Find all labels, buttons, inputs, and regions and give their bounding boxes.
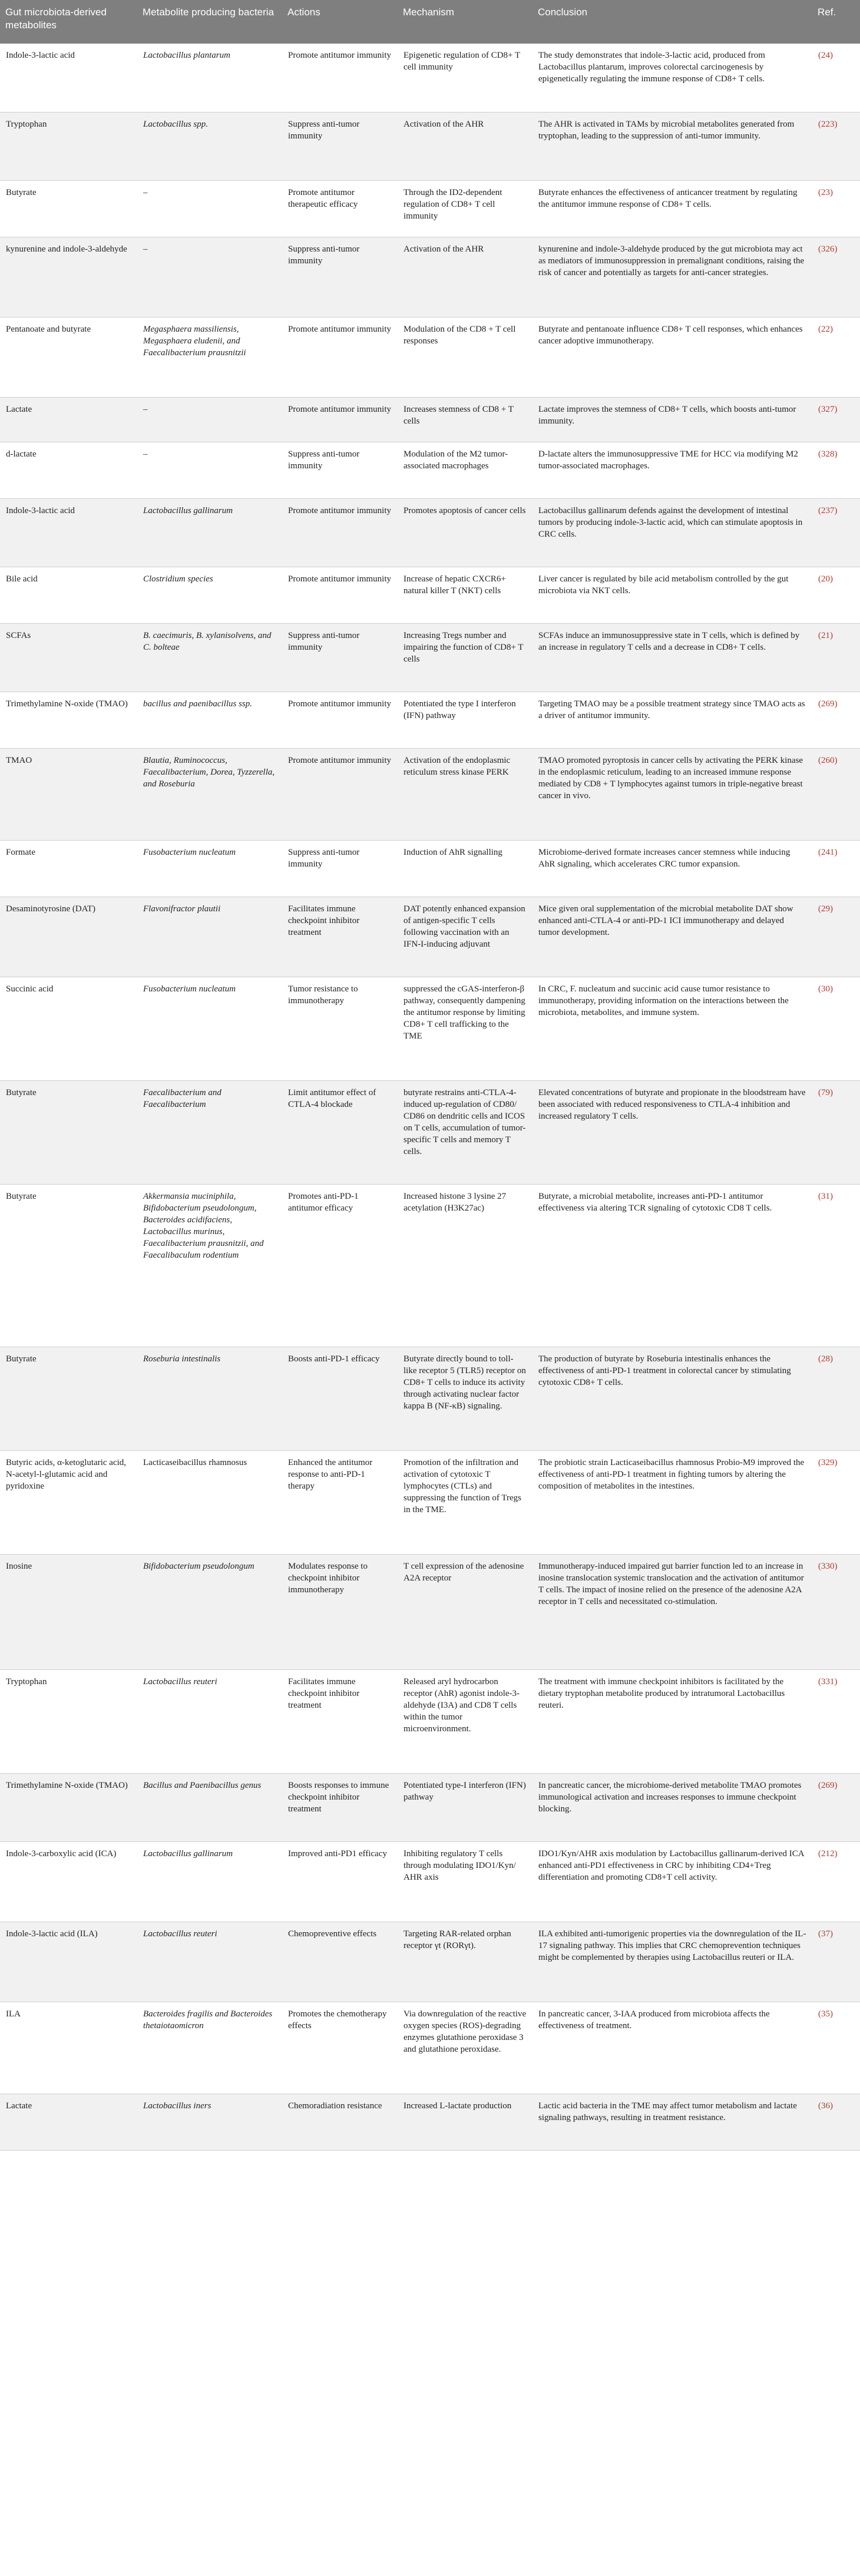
cell-mechanism: Activation of the AHR [398,237,532,317]
cell-metabolite: Indole-3-carboxylic acid (ICA) [0,1841,137,1922]
cell-action: Facilitates immune checkpoint inhibitor treatment [282,897,398,977]
cell-mechanism: DAT potently enhanced expansion of antigen-specific T cells following vaccination with an IFN-I-inducing adjuvant [398,897,532,977]
cell-mechanism: Via downregulation of the reactive oxygen species (ROS)-degrading enzymes glutathione peroxidase 3 and glutathione peroxidase. [398,2002,532,2094]
cell-action: Suppress anti-tumor immunity [282,442,398,498]
cell-mechanism: Modulation of the M2 tumor-associated macrophages [398,442,532,498]
cell-metabolite: Bile acid [0,567,137,623]
table-row [0,2002,860,2094]
cell-bacteria: Roseburia intestinalis [137,1347,282,1450]
cell-metabolite: Indole-3-lactic acid (ILA) [0,1922,137,2002]
table-row [0,442,860,498]
cell-action: Chemopreventive effects [282,1922,398,2002]
cell-metabolite: kynurenine and indole-3-aldehyde [0,237,137,317]
header-mechanism: Mechanism [398,0,532,44]
cell-mechanism: Potentiated the type I interferon (IFN) pathway [398,692,532,748]
cell-conclusion: D-lactate alters the immunosuppressive TME for HCC via modifying M2 tumor-associated macrophages. [532,442,812,498]
table-row [0,1773,860,1841]
table-row [0,1347,860,1450]
cell-mechanism: Increase of hepatic CXCR6+ natural killer T (NKT) cells [398,567,532,623]
cell-conclusion: The production of butyrate by Roseburia intestinalis enhances the effectiveness of anti-PD-1 treatment in colorectal cancer by stimulating cytotoxic CD8+ T cells. [532,1347,812,1450]
cell-metabolite: Butyrate [0,1080,137,1184]
cell-bacteria: Akkermansia muciniphila, Bifidobacterium pseudolongum, Bacteroides acidifaciens, Lactobacillus murinus, Faecalibacterium prausnitzii, and Faecalibaculum rodentium [137,1184,282,1347]
cell-conclusion: SCFAs induce an immunosuppressive state in T cells, which is defined by an increase in regulatory T cells and a decrease in CD8+ T cells. [532,623,812,692]
cell-mechanism: Increases stemness of CD8 + T cells [398,397,532,442]
cell-ref[interactable]: (29) [812,897,860,977]
table-row [0,1841,860,1922]
cell-metabolite: Inosine [0,1554,137,1669]
cell-conclusion: Lactate improves the stemness of CD8+ T cells, which boosts anti-tumor immunity. [532,397,812,442]
cell-ref[interactable]: (269) [812,1773,860,1841]
table-row [0,237,860,317]
cell-bacteria: Lactobacillus iners [137,2094,282,2150]
cell-mechanism: Inhibiting regulatory T cells through modulating IDO1/Kyn/ AHR axis [398,1841,532,1922]
cell-conclusion: Elevated concentrations of butyrate and propionate in the bloodstream have been associated with reduced responsiveness to CTLA-4 inhibition and increased regulatory T cells. [532,1080,812,1184]
cell-ref[interactable]: (22) [812,317,860,397]
cell-action: Enhanced the antitumor response to anti-PD-1 therapy [282,1450,398,1554]
cell-mechanism: Increased histone 3 lysine 27 acetylation (H3K27ac) [398,1184,532,1347]
cell-action: Boosts responses to immune checkpoint inhibitor treatment [282,1773,398,1841]
cell-action: Suppress anti-tumor immunity [282,623,398,692]
table-row [0,977,860,1080]
table-row [0,2094,860,2150]
cell-action: Promotes anti-PD-1 antitumor efficacy [282,1184,398,1347]
cell-mechanism: Promotion of the infiltration and activation of cytotoxic T lymphocytes (CTLs) and suppressing the function of Tregs in the TME. [398,1450,532,1554]
cell-metabolite: ILA [0,2002,137,2094]
table-row [0,397,860,442]
cell-metabolite: Tryptophan [0,1669,137,1773]
cell-conclusion: Butyrate enhances the effectiveness of anticancer treatment by regulating the antitumor immune response of CD8+ T cells. [532,180,812,237]
table-row [0,840,860,897]
cell-action: Improved anti-PD1 efficacy [282,1841,398,1922]
cell-mechanism: Through the ID2-dependent regulation of CD8+ T cell immunity [398,180,532,237]
cell-conclusion: IDO1/Kyn/AHR axis modulation by Lactobacillus gallinarum-derived ICA enhanced anti-PD1 effectiveness in CRC by inhibiting CD4+Treg differentiation and promoting CD8+T cell activity. [532,1841,812,1922]
cell-mechanism: Butyrate directly bound to toll-like receptor 5 (TLR5) receptor on CD8+ T cells to induce its activity through activating nuclear factor kappa B (NF-κB) signaling. [398,1347,532,1450]
cell-metabolite: Pentanoate and butyrate [0,317,137,397]
cell-metabolite: Indole-3-lactic acid [0,44,137,112]
cell-metabolite: d-lactate [0,442,137,498]
cell-conclusion: The AHR is activated in TAMs by microbial metabolites generated from tryptophan, leading to the suppression of anti-tumor immunity. [532,112,812,180]
cell-ref[interactable]: (31) [812,1184,860,1347]
cell-ref[interactable]: (260) [812,748,860,840]
table-row [0,317,860,397]
cell-bacteria: Lactobacillus gallinarum [137,498,282,567]
cell-ref[interactable]: (24) [812,44,860,112]
table-row [0,1080,860,1184]
cell-metabolite: Tryptophan [0,112,137,180]
cell-action: Suppress anti-tumor immunity [282,112,398,180]
cell-bacteria: – [137,237,282,317]
table-row [0,1922,860,2002]
cell-action: Chemoradiation resistance [282,2094,398,2150]
cell-ref[interactable]: (237) [812,498,860,567]
cell-bacteria: Flavonifractor plautii [137,897,282,977]
cell-action: Promote antitumor immunity [282,44,398,112]
cell-mechanism: T cell expression of the adenosine A2A receptor [398,1554,532,1669]
cell-mechanism: butyrate restrains anti-CTLA-4-induced up-regulation of CD80/ CD86 on dendritic cells and ICOS on T cells, accumulation of tumor-specific T cells and memory T cells. [398,1080,532,1184]
cell-bacteria: – [137,180,282,237]
cell-conclusion: The study demonstrates that indole-3-lactic acid, produced from Lactobacillus plantarum, improves colorectal carcinogenesis by epigenetically regulating the immune response of CD8+ T cells. [532,44,812,112]
cell-bacteria: Lactobacillus gallinarum [137,1841,282,1922]
cell-conclusion: Liver cancer is regulated by bile acid metabolism controlled by the gut microbiota via NKT cells. [532,567,812,623]
table-row [0,1450,860,1554]
cell-ref[interactable]: (328) [812,442,860,498]
cell-metabolite: Succinic acid [0,977,137,1080]
table-row [0,748,860,840]
header-actions: Actions [282,0,398,44]
cell-conclusion: In pancreatic cancer, 3-IAA produced from microbiota affects the effectiveness of treatment. [532,2002,812,2094]
cell-action: Suppress anti-tumor immunity [282,840,398,897]
table-row [0,112,860,180]
cell-metabolite: Trimethylamine N-oxide (TMAO) [0,692,137,748]
cell-ref[interactable]: (35) [812,2002,860,2094]
cell-conclusion: In pancreatic cancer, the microbiome-derived metabolite TMAO promotes immunological activation and increases responses to immune checkpoint blocking. [532,1773,812,1841]
cell-conclusion: Butyrate, a microbial metabolite, increases anti-PD-1 antitumor effectiveness via altering TCR signaling of cytotoxic CD8 T cells. [532,1184,812,1347]
table-row [0,1554,860,1669]
cell-bacteria: – [137,442,282,498]
cell-metabolite: Trimethylamine N-oxide (TMAO) [0,1773,137,1841]
table-row [0,498,860,567]
cell-mechanism: Promotes apoptosis of cancer cells [398,498,532,567]
cell-metabolite: TMAO [0,748,137,840]
table-header [0,0,860,44]
cell-conclusion: Lactic acid bacteria in the TME may affect tumor metabolism and lactate signaling pathways, resulting in treatment resistance. [532,2094,812,2150]
cell-conclusion: kynurenine and indole-3-aldehyde produced by the gut microbiota may act as mediators of immunosuppression in premalignant conditions, raising the risk of cancer and potentially as targets for anti-cancer strategies. [532,237,812,317]
cell-bacteria: Bacteroides fragilis and Bacteroides thetaiotaomicron [137,2002,282,2094]
cell-action: Modulates response to checkpoint inhibitor immunotherapy [282,1554,398,1669]
cell-ref[interactable]: (329) [812,1450,860,1554]
cell-action: Promote antitumor immunity [282,397,398,442]
table-row [0,44,860,112]
table-row [0,623,860,692]
table-row [0,567,860,623]
table-row [0,1669,860,1773]
cell-conclusion: In CRC, F. nucleatum and succinic acid cause tumor resistance to immunotherapy, providing information on the interactions between the microbiota, metabolites, and immune system. [532,977,812,1080]
header-conclusion: Conclusion [532,0,812,44]
cell-ref[interactable]: (212) [812,1841,860,1922]
cell-conclusion: Butyrate and pentanoate influence CD8+ T cell responses, which enhances cancer adoptive immunotherapy. [532,317,812,397]
cell-ref[interactable]: (37) [812,1922,860,2002]
header-ref: Ref. [812,0,860,44]
cell-bacteria: Bifidobacterium pseudolongum [137,1554,282,1669]
cell-action: Promote antitumor immunity [282,317,398,397]
cell-conclusion: The probiotic strain Lacticaseibacillus rhamnosus Probio-M9 improved the effectiveness of anti-PD-1 treatment in fighting tumors by altering the composition of metabolites in the intestines. [532,1450,812,1554]
cell-ref[interactable]: (23) [812,180,860,237]
cell-bacteria: Faecalibacterium and Faecalibacterium [137,1080,282,1184]
cell-mechanism: Potentiated type-I interferon (IFN) pathway [398,1773,532,1841]
cell-ref[interactable]: (79) [812,1080,860,1184]
cell-ref[interactable]: (330) [812,1554,860,1669]
cell-mechanism: Released aryl hydrocarbon receptor (AhR) agonist indole-3-aldehyde (I3A) and CD8 T cells within the tumor microenvironment. [398,1669,532,1773]
header-metabolite: Gut microbiota-derived metabolites [0,0,137,44]
cell-metabolite: Butyrate [0,180,137,237]
cell-mechanism: suppressed the cGAS-interferon-β pathway, consequently dampening the antitumor response by limiting CD8+ T cell trafficking to the TME [398,977,532,1080]
cell-ref[interactable]: (36) [812,2094,860,2150]
header-bacteria: Metabolite producing bacteria [137,0,282,44]
cell-bacteria: Fusobacterium nucleatum [137,977,282,1080]
cell-ref[interactable]: (269) [812,692,860,748]
cell-conclusion: Microbiome-derived formate increases cancer stemness while inducing AhR signaling, which accelerates CRC tumor expansion. [532,840,812,897]
cell-mechanism: Activation of the endoplasmic reticulum stress kinase PERK [398,748,532,840]
table-row [0,897,860,977]
cell-metabolite: Butyric acids, α-ketoglutaric acid, N-acetyl-l-glutamic acid and pyridoxine [0,1450,137,1554]
cell-conclusion: TMAO promoted pyroptosis in cancer cells by activating the PERK kinase in the endoplasmic reticulum, leading to an increased immune response mediated by CD8 + T lymphocytes against tumors in triple-negative breast cancer in vivo. [532,748,812,840]
cell-mechanism: Targeting RAR-related orphan receptor γt (RORγt). [398,1922,532,2002]
cell-ref[interactable]: (326) [812,237,860,317]
cell-action: Promote antitumor immunity [282,692,398,748]
cell-bacteria: Lacticaseibacillus rhamnosus [137,1450,282,1554]
table-body [0,44,860,2150]
cell-conclusion: Mice given oral supplementation of the microbial metabolite DAT show enhanced anti-CTLA-4 or anti-PD-1 ICI immunotherapy and delayed tumor development. [532,897,812,977]
cell-bacteria: Lactobacillus reuteri [137,1669,282,1773]
cell-conclusion: ILA exhibited anti-tumorigenic properties via the downregulation of the IL-17 signaling pathway. This implies that CRC chemoprevention techniques might be complemented by therapies using Lactobacillus reuteri or ILA. [532,1922,812,2002]
cell-conclusion: Lactobacillus gallinarum defends against the development of intestinal tumors by producing indole-3-lactic acid, which can stimulate apoptosis in CRC cells. [532,498,812,567]
cell-metabolite: Butyrate [0,1184,137,1347]
cell-mechanism: Increased L-lactate production [398,2094,532,2150]
cell-ref[interactable]: (241) [812,840,860,897]
cell-bacteria: bacillus and paenibacillus ssp. [137,692,282,748]
cell-action: Promote antitumor immunity [282,567,398,623]
cell-metabolite: Indole-3-lactic acid [0,498,137,567]
cell-conclusion: Targeting TMAO may be a possible treatment strategy since TMAO acts as a driver of antitumor immunity. [532,692,812,748]
cell-mechanism: Increasing Tregs number and impairing the function of CD8+ T cells [398,623,532,692]
cell-ref[interactable]: (28) [812,1347,860,1450]
cell-action: Tumor resistance to immunotherapy [282,977,398,1080]
cell-conclusion: The treatment with immune checkpoint inhibitors is facilitated by the dietary tryptophan metabolite produced by intratumoral Lactobacillus reuteri. [532,1669,812,1773]
cell-bacteria: Clostridium species [137,567,282,623]
table-row [0,692,860,748]
cell-metabolite: Formate [0,840,137,897]
cell-ref[interactable]: (327) [812,397,860,442]
cell-action: Suppress anti-tumor immunity [282,237,398,317]
cell-action: Boosts anti-PD-1 efficacy [282,1347,398,1450]
table-row [0,180,860,237]
cell-action: Promote antitumor immunity [282,748,398,840]
table-row [0,1184,860,1347]
cell-metabolite: Lactate [0,397,137,442]
cell-metabolite: SCFAs [0,623,137,692]
cell-metabolite: Lactate [0,2094,137,2150]
cell-mechanism: Activation of the AHR [398,112,532,180]
cell-ref[interactable]: (331) [812,1669,860,1773]
cell-action: Promotes the chemotherapy effects [282,2002,398,2094]
cell-bacteria: B. caecimuris, B. xylanisolvens, and C. bolteae [137,623,282,692]
cell-ref[interactable]: (20) [812,567,860,623]
cell-conclusion: Immunotherapy-induced impaired gut barrier function led to an increase in inosine translocation systemic translocation and the activation of antitumor T cells. The impact of inosine relied on the presence of the adenosine A2A receptor in T cells and necessitated co-stimulation. [532,1554,812,1669]
cell-metabolite: Butyrate [0,1347,137,1450]
cell-mechanism: Induction of AhR signalling [398,840,532,897]
cell-bacteria: Bacillus and Paenibacillus genus [137,1773,282,1841]
cell-mechanism: Epigenetic regulation of CD8+ T cell immunity [398,44,532,112]
cell-bacteria: Lactobacillus spp. [137,112,282,180]
cell-action: Promote antitumor therapeutic efficacy [282,180,398,237]
cell-ref[interactable]: (223) [812,112,860,180]
cell-ref[interactable]: (21) [812,623,860,692]
cell-bacteria: – [137,397,282,442]
cell-bacteria: Megasphaera massiliensis, Megasphaera eludenii, and Faecalibacterium prausnitzii [137,317,282,397]
cell-ref[interactable]: (30) [812,977,860,1080]
cell-bacteria: Fusobacterium nucleatum [137,840,282,897]
cell-mechanism: Modulation of the CD8 + T cell responses [398,317,532,397]
cell-action: Promote antitumor immunity [282,498,398,567]
cell-bacteria: Lactobacillus reuteri [137,1922,282,2002]
header-row [0,0,860,44]
cell-metabolite: Desaminotyrosine (DAT) [0,897,137,977]
cell-bacteria: Blautia, Ruminococcus, Faecalibacterium, Dorea, Tyzzerella, and Roseburia [137,748,282,840]
cell-action: Limit antitumor effect of CTLA-4 blockade [282,1080,398,1184]
cell-action: Facilitates immune checkpoint inhibitor treatment [282,1669,398,1773]
cell-bacteria: Lactobacillus plantarum [137,44,282,112]
